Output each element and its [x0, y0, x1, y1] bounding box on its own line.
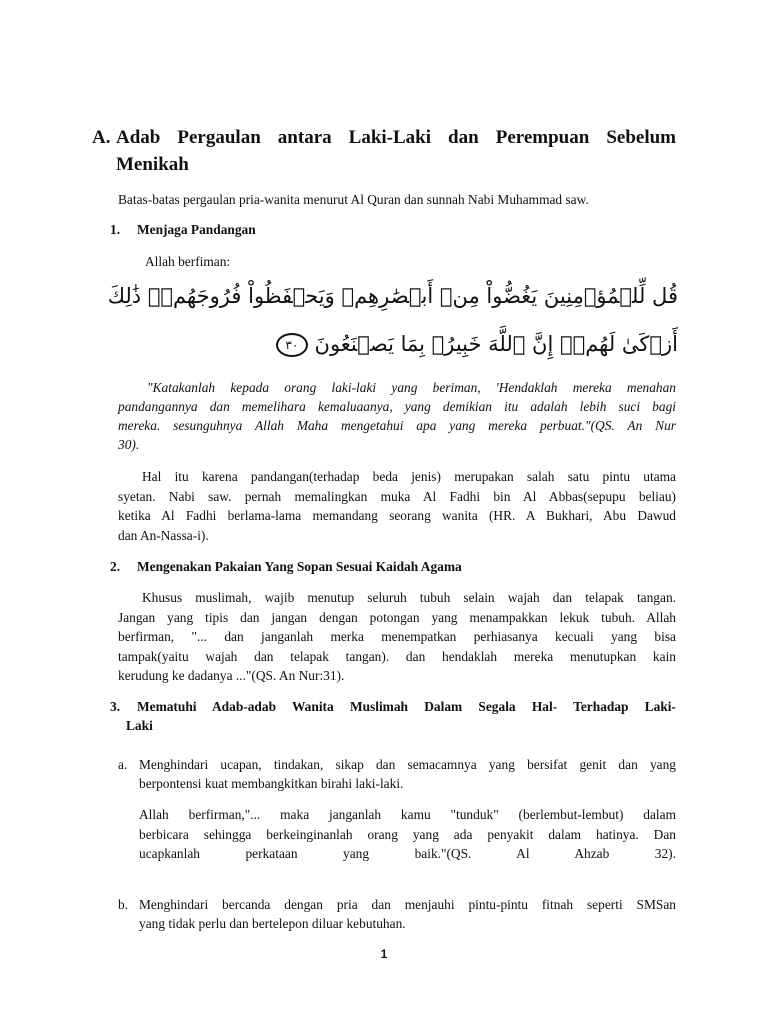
section-title-line1: Adab Pergaulan antara Laki-Laki dan Perempuan Sebelum	[116, 127, 676, 148]
sub-b-line2: yang tidak perlu dan bertelepon diluar kebutuhan.	[139, 916, 406, 931]
sub-a-quote-line1: Allah berfirman,"... maka janganlah kamu "tunduk" (berlembut-lembut) dalam	[139, 807, 676, 822]
sub-a-line2: berpontensi kuat membangkitkan birahi laki-laki.	[139, 776, 404, 791]
item3-title-line1: Mematuhi Adab-adab Wanita Muslimah Dalam Segala Hal- Terhadap Laki-	[137, 699, 676, 714]
intro-text: Batas-batas pergaulan pria-wanita menurut Al Quran dan sunnah Nabi Muhammad saw.	[118, 192, 589, 207]
arabic-verse-line2	[158, 332, 678, 357]
item2-number: 2.	[110, 559, 121, 574]
translation-line1: "Katakanlah kepada orang laki-laki yang beriman, 'Hendaklah mereka menahan	[147, 380, 676, 395]
item2-line1: Khusus muslimah, wajib menutup seluruh tubuh selain wajah dan telapak tangan.	[142, 590, 676, 605]
item3-title-line2: Laki	[126, 718, 153, 733]
sub-b-letter: b.	[118, 897, 129, 912]
item2-line2: Jangan yang tipis dan jangan dengan potongan yang menampakkan lekuk tubuh. Allah	[118, 610, 676, 625]
explanation-line2: syetan. Nabi saw. pernah memalingkan muka Al Fadhi bin Al Abbas(sepupu beliau)	[118, 489, 676, 504]
sub-b-line1: Menghindari bercanda dengan pria dan menjauhi pintu-pintu fitnah seperti SMSan	[139, 897, 676, 912]
sub-a-line1: Menghindari ucapan, tindakan, sikap dan semacamnya yang bersifat genit dan yang	[139, 757, 676, 772]
sub-a-letter: a.	[118, 757, 128, 772]
allah-berfiman: Allah berfiman:	[145, 254, 231, 269]
section-letter: A.	[92, 127, 111, 148]
sub-a-quote-line2: berbicara sehingga berkeinginanlah orang yang ada penyakit dalam hatinya. Dan	[139, 827, 676, 842]
translation-line2: pandangannya dan memelihara kemaluaanya, yang demikian itu adalah lebih suci bagi	[118, 399, 676, 414]
section-title-line2: Menikah	[116, 154, 189, 175]
explanation-line1-wrap	[118, 467, 676, 487]
item2-line1-wrap	[118, 588, 676, 608]
translation-line4: 30).	[118, 437, 140, 452]
arabic-verse-line2-text: أَزۡكَىٰ لَهُمۡۗ إِنَّ ٱللَّهَ خَبِيرُۢ بِمَا يَصۡنَعُونَ	[314, 332, 678, 356]
ayah-number-marker: ٣٠	[276, 333, 308, 357]
translation-line3: mereka. sesunguhnya Allah Maha mengetahui apa yang mereka perbuat."(QS. An Nur	[118, 418, 676, 433]
item2-line3: berfirman, "... dan janganlah merka menempatkan perhiasanya kecuali yang bisa	[118, 629, 676, 644]
page-number: 1	[380, 947, 388, 961]
item2-title: Mengenakan Pakaian Yang Sopan Sesuai Kaidah Agama	[137, 559, 462, 574]
explanation-line4: dan An-Nassa-i).	[118, 528, 209, 543]
translation-line1-wrap	[118, 378, 676, 398]
arabic-verse-line1: قُل لِّلۡمُؤۡمِنِينَ يَغُضُّواْ مِنۡ أَبۡصَٰرِهِمۡ وَيَحۡفَظُواْ فُرُوجَهُمۡۚ ذَٰلِكَ	[107, 284, 678, 308]
explanation-line3: ketika Al Fadhi berlama-lama memandang seorang wanita (HR. A Bukhari, Abu Dawud	[118, 508, 676, 523]
item1-title: Menjaga Pandangan	[137, 222, 256, 237]
item1-number: 1.	[110, 222, 121, 237]
item3-number: 3.	[110, 699, 121, 714]
explanation-line1: Hal itu karena pandangan(terhadap beda jenis) merupakan salah satu pintu utama	[142, 469, 676, 484]
sub-a-quote-line3: ucapkanlah perkataan yang baik."(QS. Al Ahzab 32).	[139, 846, 676, 861]
item2-line5: kerudung ke dadanya ..."(QS. An Nur:31).	[118, 668, 345, 683]
item2-line4: tampak(yaitu wajah dan telapak tangan). dan hendaklah mereka menutupkan kain	[118, 649, 676, 664]
